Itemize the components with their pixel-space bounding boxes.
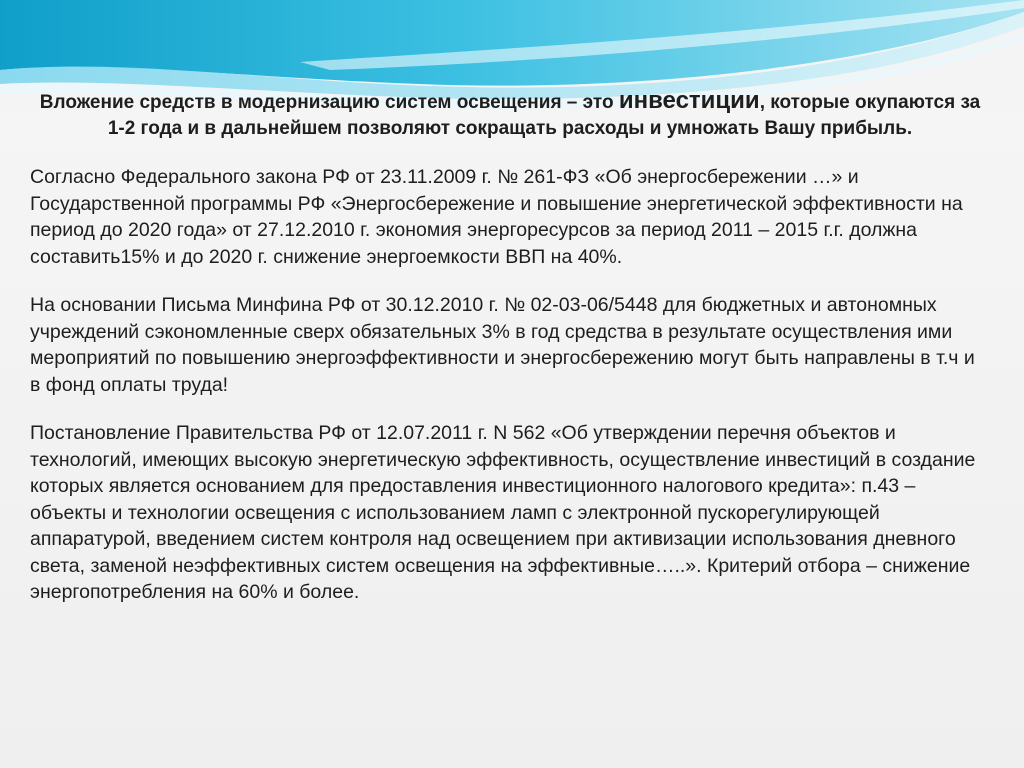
paragraph-federal-law: Согласно Федерального закона РФ от 23.11.2009 г. № 261-ФЗ «Об энергосбережении …» и Государственной программы РФ «Энергосбережение и повышение энергетической эффективности на период до 2020 года» от 27.12.2010 г. экономия энергоресурсов за период 2011 – 2015 г.г. должна составить15% и до 2020 г. снижение энергоемкости ВВП на 40%. [30, 166, 963, 268]
intro-text-start: Вложение средств в модернизацию систем освещения – это [39, 92, 619, 113]
intro-accent-word: инвестиции [618, 87, 760, 114]
paragraph-government-decree: Постановление Правительства РФ от 12.07.2011 г. N 562 «Об утверждении перечня объектов и технологий, имеющих высокую энергетическую эффективность, осуществление инвестиций в создание которых является основанием для предоставления инвестиционного налогового кредита»: п.43 – объекты и технологии освещения с использованием ламп с электронной пускорегулирующей аппаратурой, введением систем контроля над освещением при активизации использования дневного света, заменой неэффективных систем освещения на эффективные…..». Критерий отбора – снижение энергопотребления на 60% и более. [30, 422, 976, 603]
slide-content [30, 88, 990, 628]
intro-heading [30, 88, 990, 142]
paragraph-minfin-letter: На основании Письма Минфина РФ от 30.12.2010 г. № 02-03-06/5448 для бюджетных и автономных учреждений сэкономленные сверх обязательных 3% в год средства в результате осуществления ими мероприятий по повышению энергоэффективности и энергосбережению могут быть направлены в т.ч и в фонд оплаты труда! [30, 294, 975, 396]
intro-text-end: , которые окупаются за 1-2 года и в дальнейшем позволяют сокращать расходы и умножать Вашу прибыль. [107, 92, 981, 139]
